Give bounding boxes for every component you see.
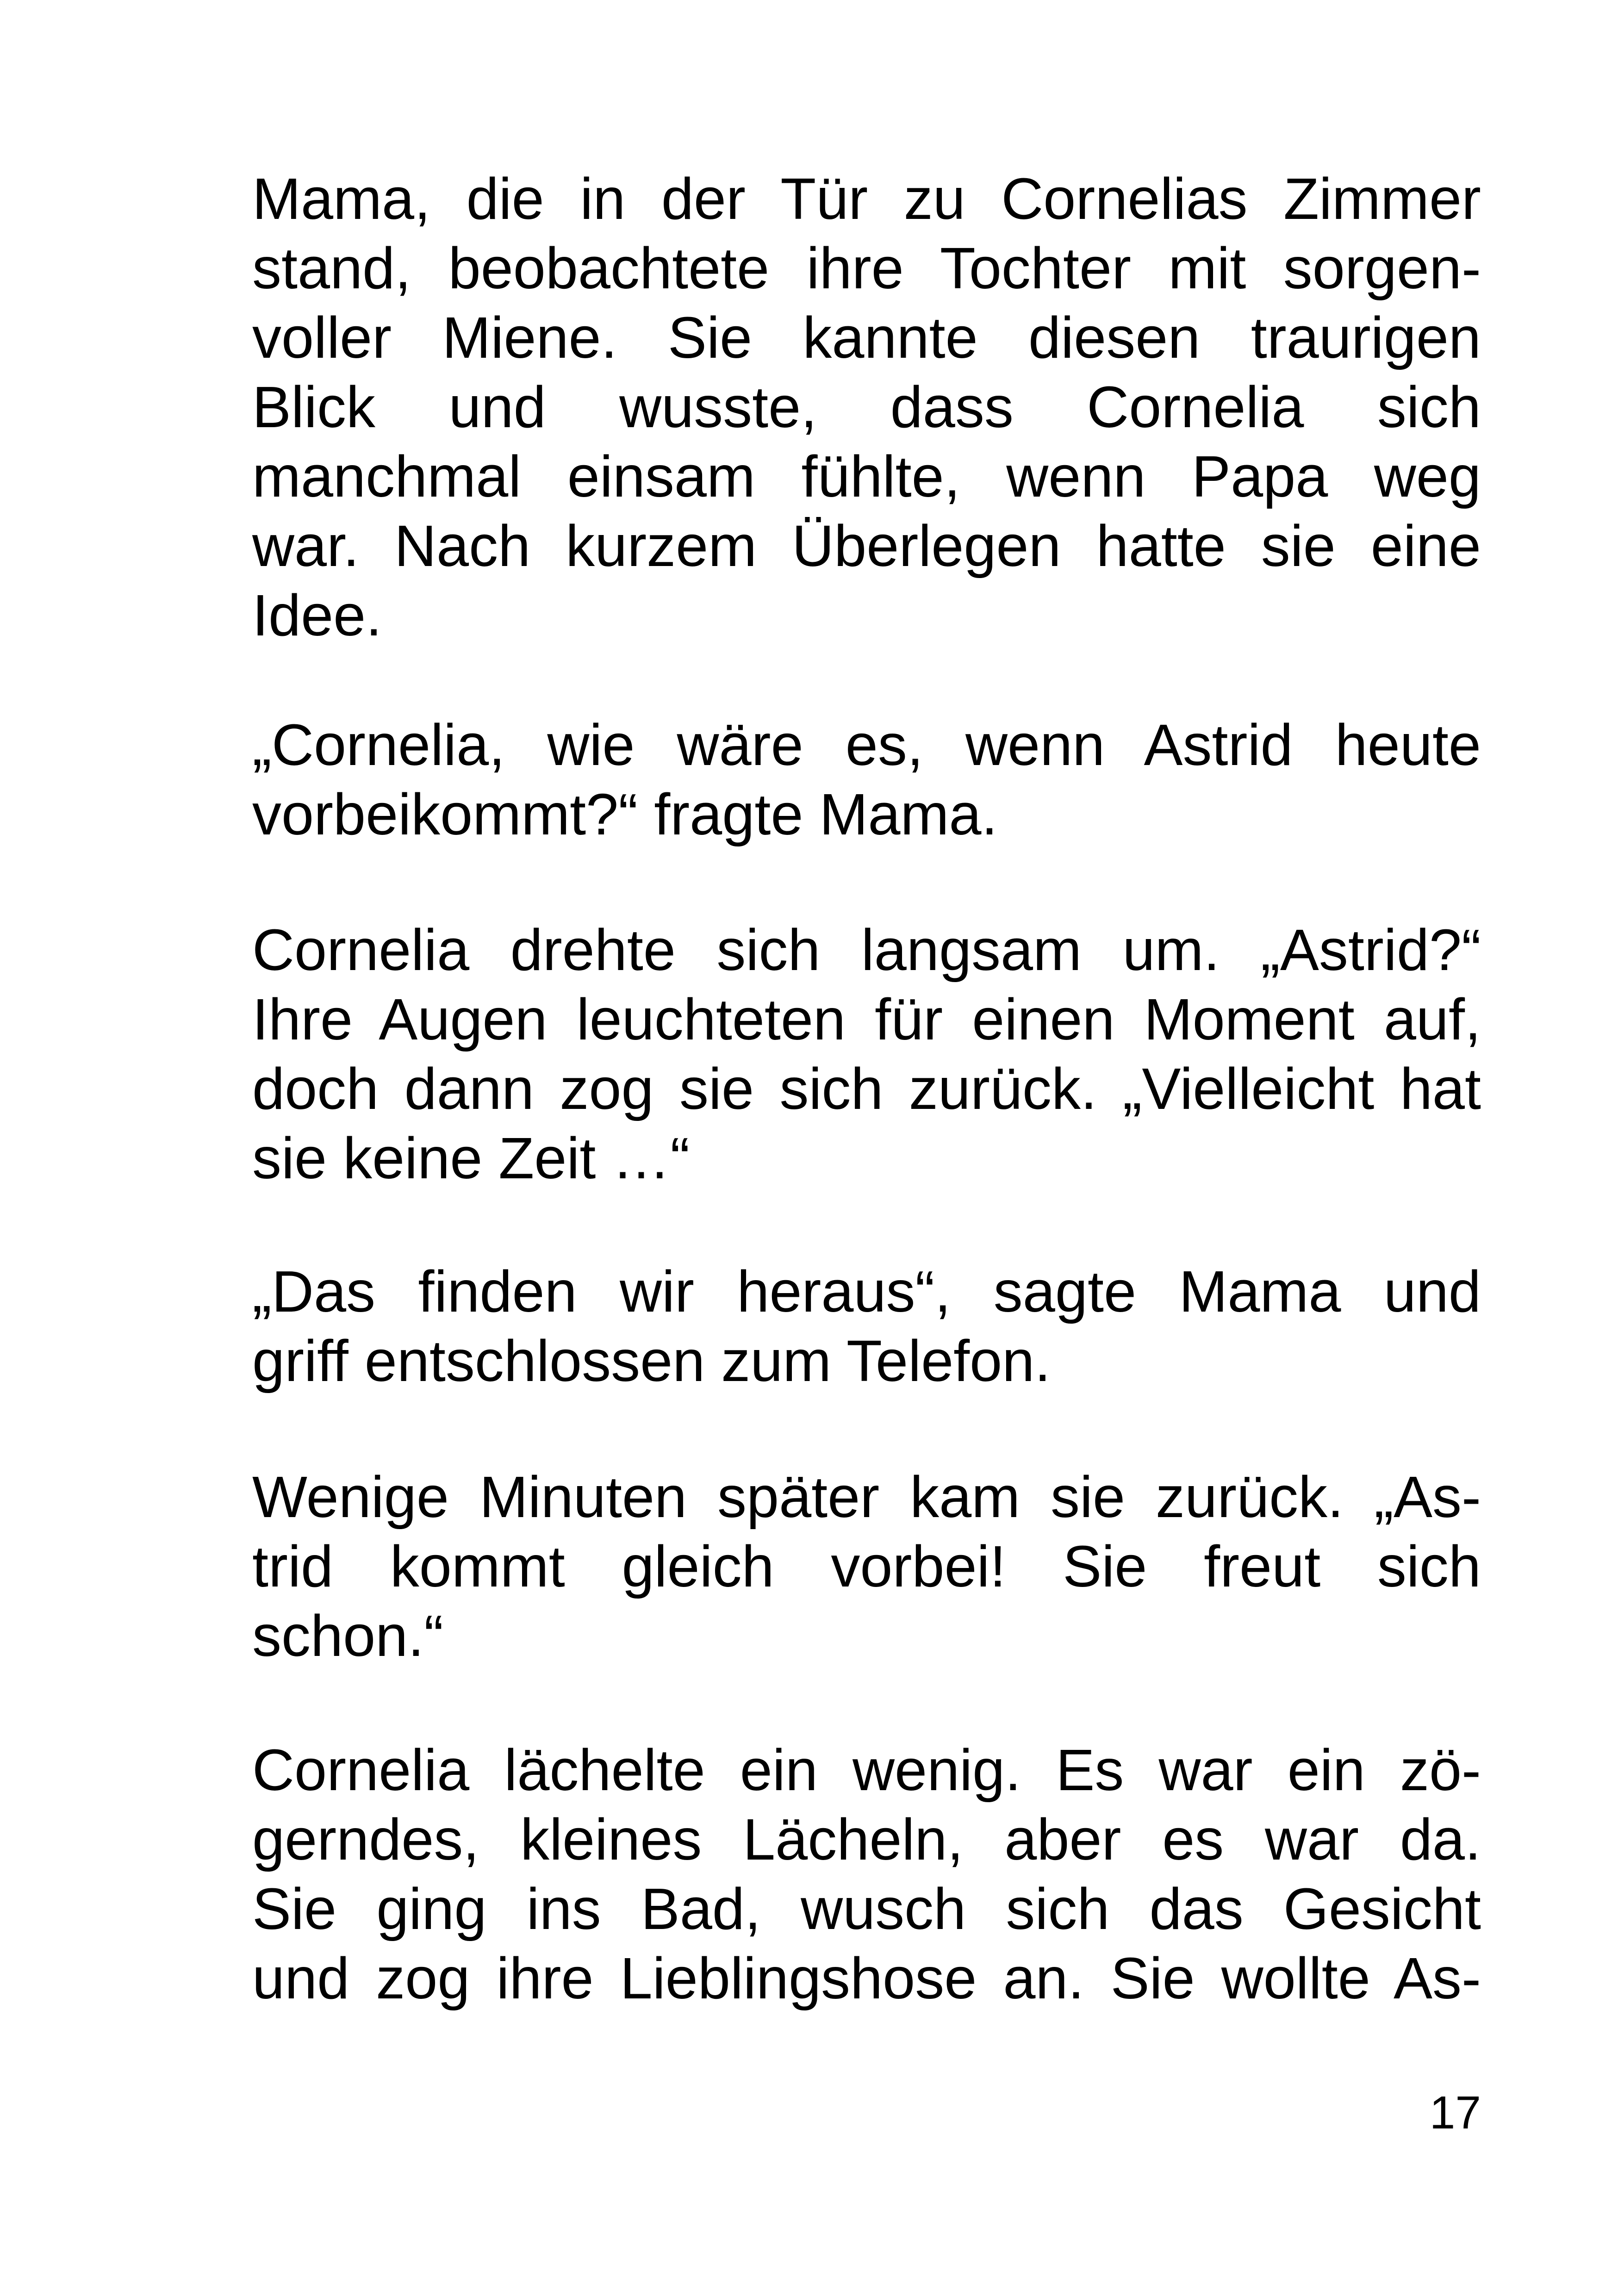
text-line: sie keine Zeit …“: [252, 1126, 690, 1191]
text-line: vorbeikommt?“ fragte Mama.: [252, 782, 998, 847]
paragraph-1: [252, 164, 1481, 650]
text-line: griff entschlossen zum Telefon.: [252, 1328, 1051, 1394]
text-line: manchmal einsam fühlte, wenn Papa weg: [252, 444, 1481, 509]
text-line: schon.“: [252, 1603, 444, 1668]
text-line: Idee.: [252, 583, 382, 648]
page-number: 17: [1429, 2087, 1481, 2139]
text-line: stand, beobachtete ihre Tochter mit sorgen-: [252, 236, 1481, 301]
paragraph-4: [252, 1257, 1481, 1396]
text-line: „Das finden wir heraus“, sagte Mama und: [252, 1259, 1481, 1324]
text-line: trid kommt gleich vorbei! Sie freut sich: [252, 1534, 1481, 1599]
text-line: voller Miene. Sie kannte diesen traurigen: [252, 305, 1481, 370]
text-line: Wenige Minuten später kam sie zurück. „As-: [252, 1464, 1481, 1530]
text-line: Cornelia drehte sich langsam um. „Astrid?“: [252, 917, 1481, 983]
text-line: gerndes, kleines Lächeln, aber es war da.: [252, 1807, 1481, 1872]
text-line: Mama, die in der Tür zu Cornelias Zimmer: [252, 166, 1481, 231]
text-line: Ihre Augen leuchteten für einen Moment auf,: [252, 987, 1481, 1052]
paragraph-2: [252, 710, 1481, 849]
text-line: Cornelia lächelte ein wenig. Es war ein zö-: [252, 1737, 1481, 1803]
paragraph-5: [252, 1462, 1481, 1671]
paragraph-3: [252, 915, 1481, 1193]
text-line: und zog ihre Lieblingshose an. Sie wollte As-: [252, 1946, 1481, 2011]
text-line: war. Nach kurzem Überlegen hatte sie eine: [252, 513, 1481, 579]
text-line: Blick und wusste, dass Cornelia sich: [252, 374, 1481, 440]
paragraph-6: [252, 1736, 1481, 2013]
text-line: „Cornelia, wie wäre es, wenn Astrid heute: [252, 712, 1481, 778]
text-line: doch dann zog sie sich zurück. „Vielleicht hat: [252, 1056, 1481, 1121]
text-line: Sie ging ins Bad, wusch sich das Gesicht: [252, 1876, 1481, 1941]
